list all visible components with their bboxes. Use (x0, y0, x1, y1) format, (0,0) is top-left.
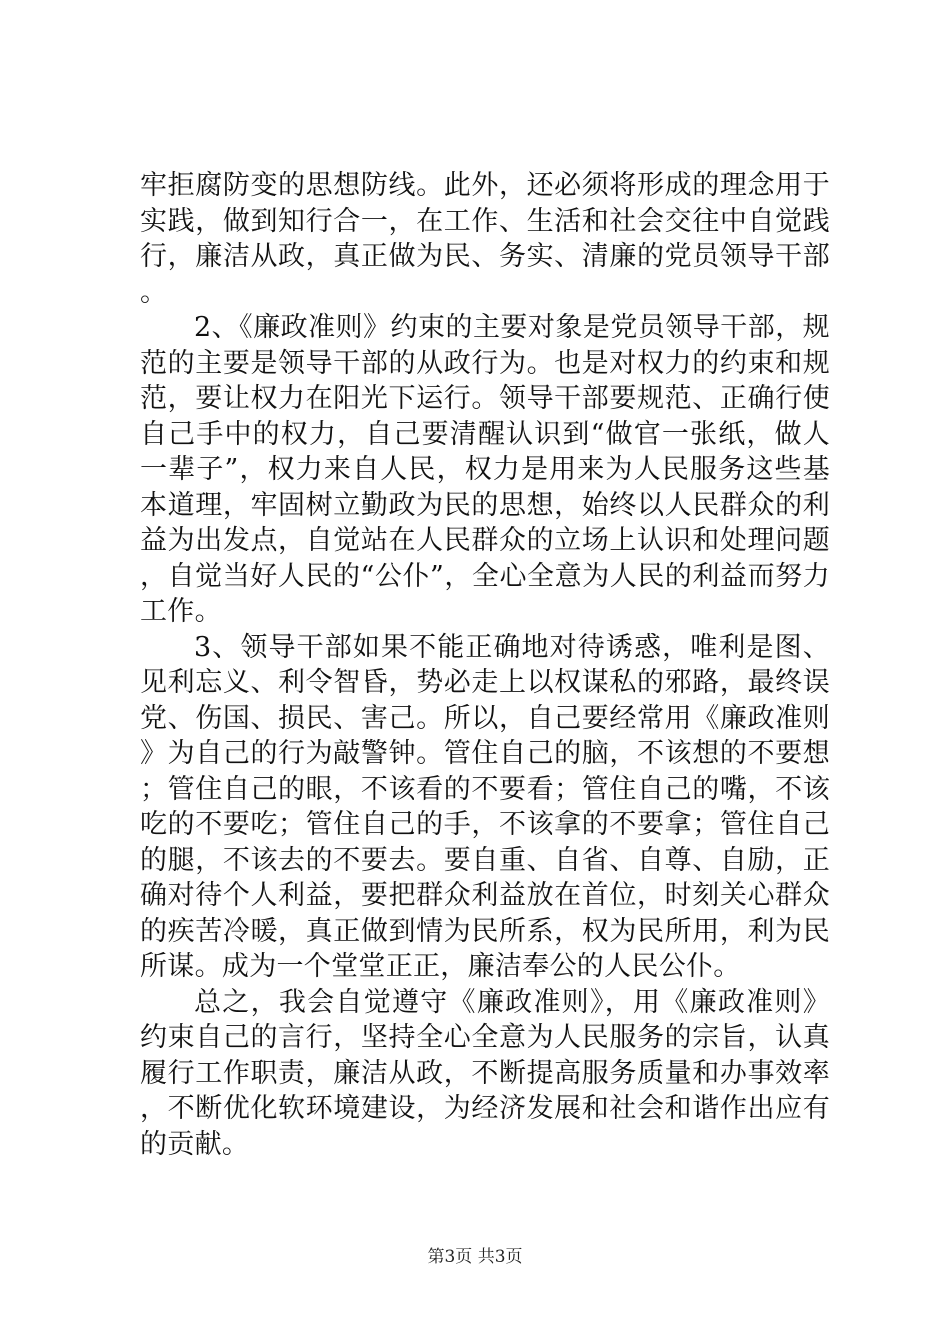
paragraph-conclusion: 总之，我会自觉遵守《廉政准则》，用《廉政准则》约束自己的言行，坚持全心全意为人民服务的宗旨，认真履行工作职责，廉洁从政，不断提高服务质量和办事效率，不断优化软环境建设，为经济发展和社会和谐作出应有的贡献。 (140, 986, 830, 1160)
document-body (140, 168, 830, 1162)
page-number-footer: 第3页 共3页 (427, 1247, 523, 1267)
paragraph-point-2: 2、《廉政准则》约束的主要对象是党员领导干部，规范的主要是领导干部的从政行为。也是对权力的约束和规范，要让权力在阳光下运行。领导干部要规范、正确行使自己手中的权力，自己要清醒认识到“做官一张纸，做人一辈子”，权力来自人民，权力是用来为人民服务这些基本道理，牢固树立勤政为民的思想，始终以人民群众的利益为出发点，自觉站在人民群众的立场上认识和处理问题，自觉当好人民的“公仆”，全心全意为人民的利益而努力工作。 (140, 312, 830, 627)
paragraph-continuation: 牢拒腐防变的思想防线。此外，还必须将形成的理念用于实践，做到知行合一，在工作、生活和社会交往中自觉践行，廉洁从政，真正做为民、务实、清廉的党员领导干部。 (140, 170, 830, 308)
paragraph-point-3: 3、领导干部如果不能正确地对待诱惑，唯利是图、见利忘义、利令智昏，势必走上以权谋私的邪路，最终误党、伤国、损民、害己。所以，自己要经常用《廉政准则》为自己的行为敲警钟。管住自己的脑，不该想的不要想；管住自己的眼，不该看的不要看；管住自己的嘴，不该吃的不要吃；管住自己的手，不该拿的不要拿；管住自己的腿，不该去的不要去。要自重、自省、自尊、自励，正确对待个人利益，要把群众利益放在首位，时刻关心群众的疾苦冷暖，真正做到情为民所系，权为民所用，利为民所谋。成为一个堂堂正正，廉洁奉公的人民公仆。 (140, 631, 830, 982)
